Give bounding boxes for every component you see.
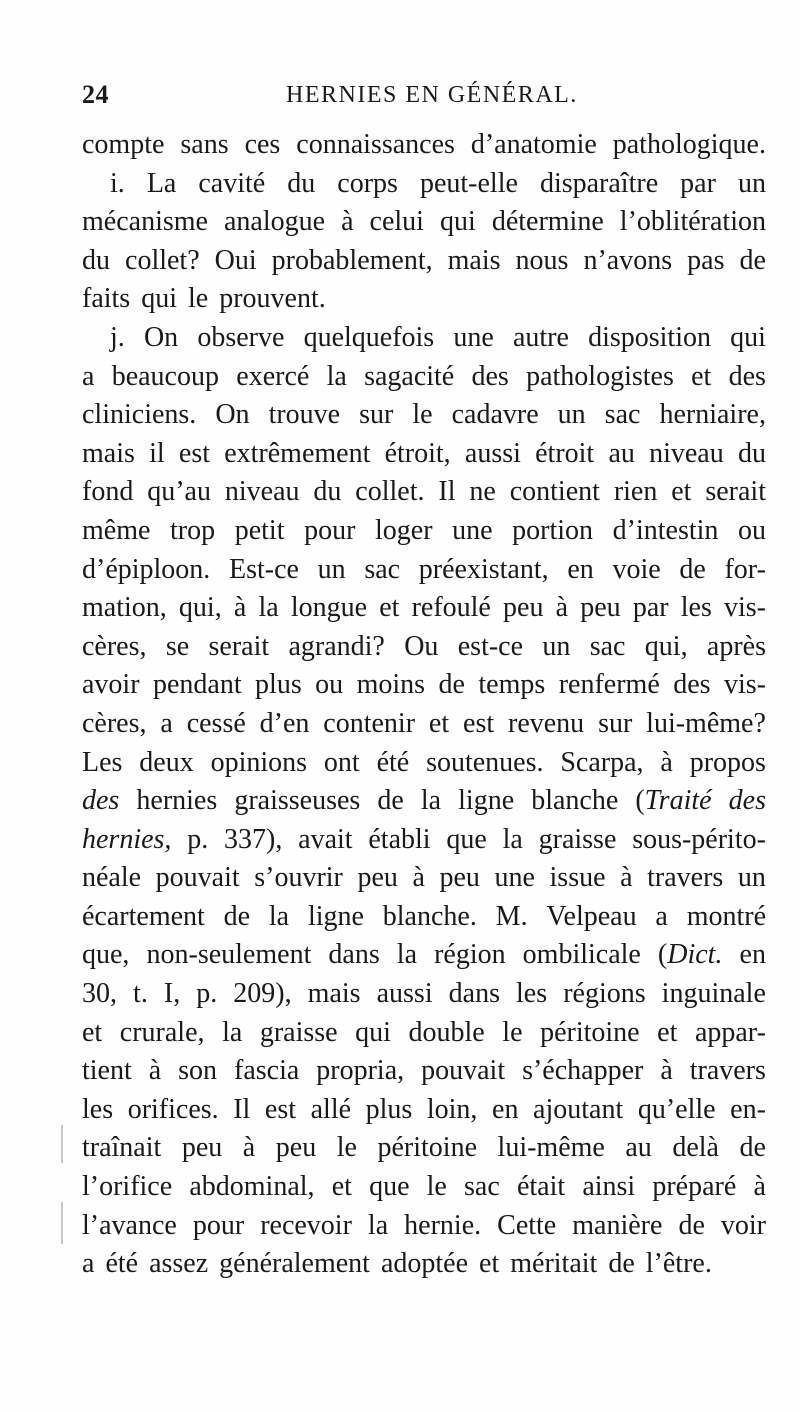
text-line: l’avance pour recevoir la hernie. Cette manière de voir [82,1209,766,1241]
page-number: 24 [82,80,109,109]
body-text [82,126,766,1284]
text-line: du collet? Oui probablement, mais nous n’avons pas de [82,244,766,276]
text-line: même trop petit pour loger une portion d’intestin ou [82,514,766,546]
text-line: Les deux opinions ont été soutenues. Scarpa, à propos [82,746,766,778]
running-title: HERNIES EN GÉNÉRAL. [286,82,578,108]
margin-mark [61,1125,63,1163]
text-line: néale pouvait s’ouvrir peu à peu une issue à travers un [82,862,766,894]
text-line: a beaucoup exercé la sagacité des pathologistes et des [82,360,766,392]
text-line: les orifices. Il est allé plus loin, en ajoutant qu’elle en- [82,1093,766,1125]
text-line: i. La cavité du corps peut-elle disparaître par un [110,167,766,199]
text-line: des hernies graisseuses de la ligne blanche (Traité des [82,785,766,817]
text-line: que, non-seulement dans la région ombilicale (Dict. en [82,939,766,971]
running-head [82,80,762,120]
text-line: compte sans ces connaissances d’anatomie pathologique. [82,129,766,160]
text-line: tient à son fascia propria, pouvait s’échapper à travers [82,1055,766,1087]
text-line: cliniciens. On trouve sur le cadavre un sac herniaire, [82,399,766,431]
text-line: traînait peu à peu le péritoine lui-même au delà de [82,1132,766,1164]
text-line: 30, t. I, p. 209), mais aussi dans les régions inguinale [82,978,766,1010]
text-line: avoir pendant plus ou moins de temps renfermé des vis- [82,669,766,701]
text-line: mais il est extrêmement étroit, aussi étroit au niveau du [82,437,766,469]
text-line: fond qu’au niveau du collet. Il ne contient rien et serait [82,476,766,508]
text-line: hernies, p. 337), avait établi que la graisse sous-périto- [82,823,766,855]
text-line: écartement de la ligne blanche. M. Velpeau a montré [82,900,766,932]
text-line: cères, se serait agrandi? Ou est-ce un sac qui, après [82,630,766,662]
text-line: faits qui le prouvent. [82,283,326,315]
text-line: cères, a cessé d’en contenir et est revenu sur lui-même? [82,707,766,739]
text-line: j. On observe quelquefois une autre disposition qui [110,321,766,353]
text-line: et crurale, la graisse qui double le péritoine et appar- [82,1016,766,1048]
text-line: l’orifice abdominal, et que le sac était ainsi préparé à [82,1171,766,1203]
text-line: a été assez généralement adoptée et méritait de l’être. [82,1248,712,1280]
text-line: d’épiploon. Est-ce un sac préexistant, en voie de for- [82,553,766,585]
text-line: mation, qui, à la longue et refoulé peu à peu par les vis- [82,592,766,624]
text-line: mécanisme analogue à celui qui détermine l’oblitération [82,206,766,238]
margin-mark [61,1202,63,1244]
